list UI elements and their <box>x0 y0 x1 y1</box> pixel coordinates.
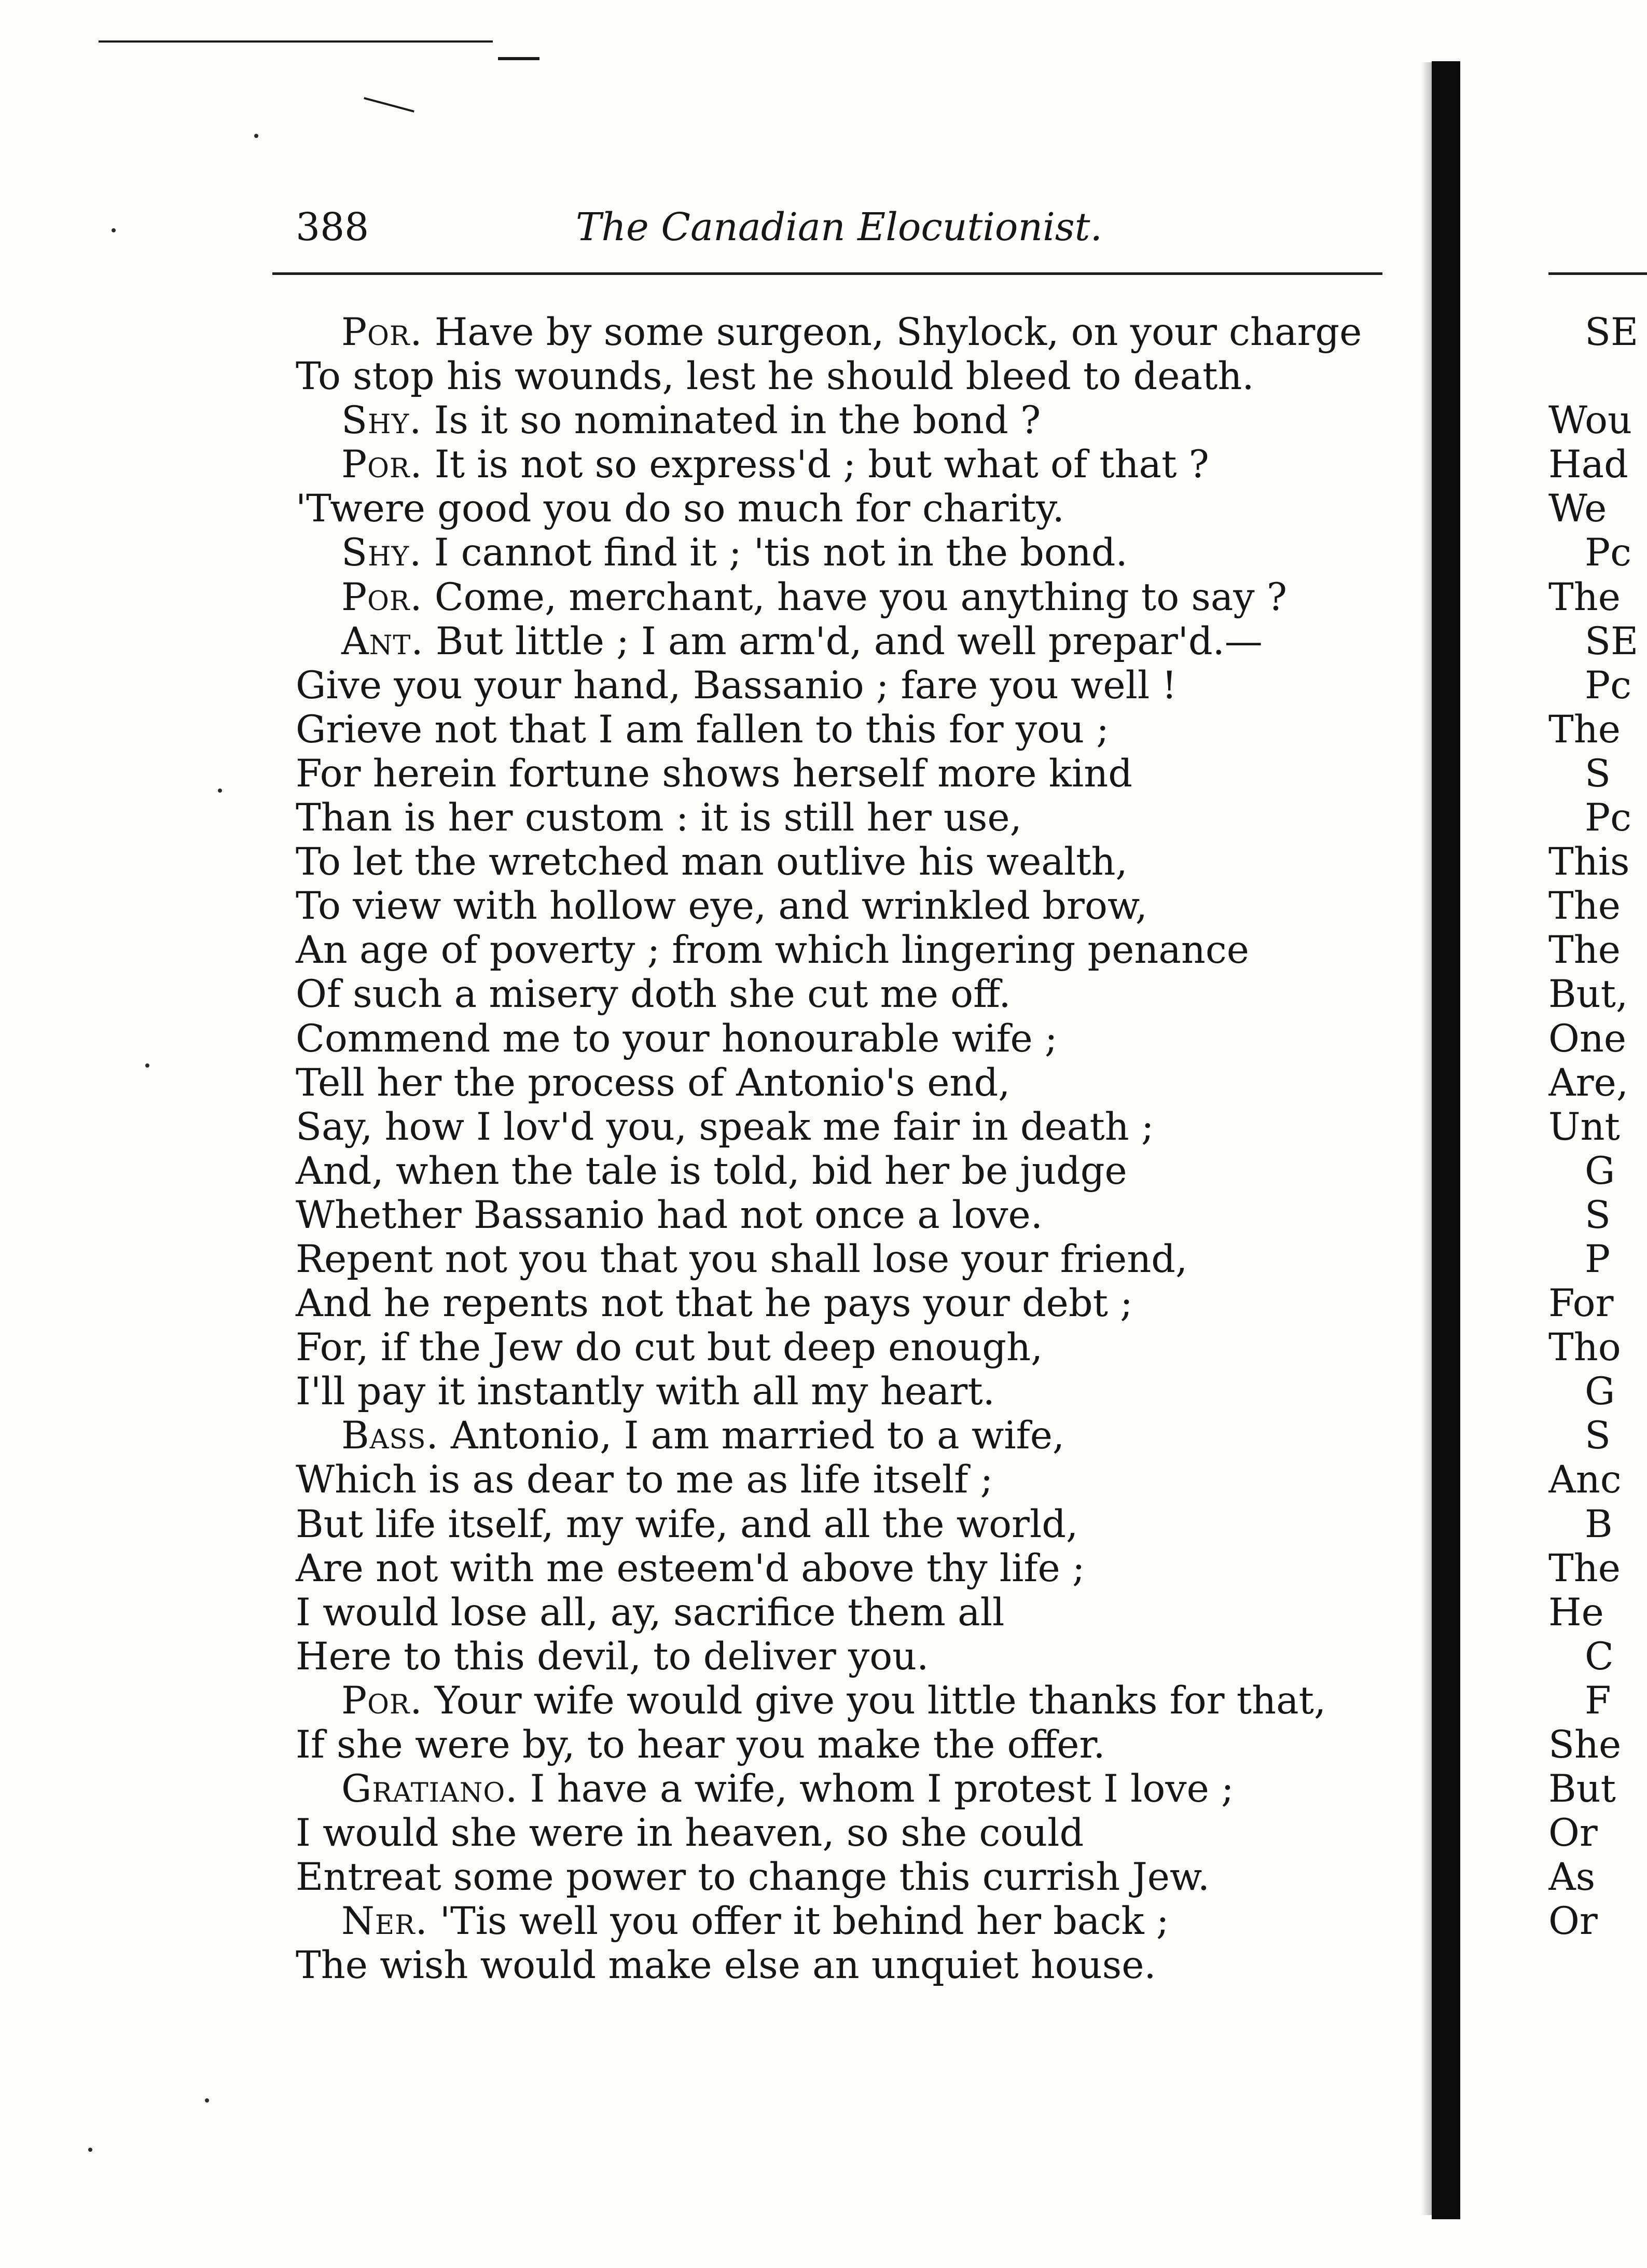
speck <box>254 134 258 138</box>
verse-line <box>296 619 1406 663</box>
right-page-fragment: P <box>1585 1237 1611 1281</box>
verse-line <box>296 708 1406 752</box>
verse-line <box>296 1370 1406 1414</box>
speck <box>205 2098 209 2103</box>
running-head <box>296 205 1385 257</box>
line-text: The wish would make else an unquiet house. <box>296 1943 1156 1988</box>
right-page-fragment: He <box>1548 1590 1604 1635</box>
line-text: An age of poverty ; from which lingering penance <box>296 928 1250 973</box>
verse-line <box>296 1502 1406 1546</box>
verse-line <box>296 1899 1406 1943</box>
line-text: I cannot find it ; 'tis not in the bond. <box>422 531 1128 575</box>
verse-body <box>296 310 1406 1988</box>
book-title: The Canadian Elocutionist. <box>576 205 1103 250</box>
right-page-fragment: The <box>1548 1546 1621 1591</box>
right-page-fragment: Pc <box>1585 531 1632 575</box>
line-text: It is not so express'd ; but what of that ? <box>422 442 1209 487</box>
speck <box>112 228 116 232</box>
right-page-fragment: For <box>1548 1281 1614 1326</box>
gutter-shadow <box>1421 62 1432 2215</box>
verse-line <box>296 310 1406 354</box>
right-page-fragment <box>1548 354 1647 398</box>
right-page-fragment: G <box>1585 1149 1615 1193</box>
speaker-name: Ant. <box>341 619 424 663</box>
line-text: Is it so nominated in the bond ? <box>422 398 1041 443</box>
line-text: Here to this devil, to deliver you. <box>296 1634 929 1679</box>
right-page-rule <box>1548 272 1647 275</box>
line-text: Antonio, I am married to a wife, <box>438 1414 1065 1458</box>
line-text: Come, merchant, have you anything to say ? <box>422 575 1287 619</box>
right-page-fragment: SE <box>1585 310 1639 354</box>
verse-line <box>296 1811 1406 1855</box>
verse-line <box>296 1767 1406 1811</box>
speaker-name: Por. <box>341 442 423 487</box>
line-text: Whether Bassanio had not once a love. <box>296 1193 1043 1237</box>
verse-line <box>296 1105 1406 1149</box>
right-page-fragment: The <box>1548 707 1621 752</box>
right-page-fragment: We <box>1548 487 1607 531</box>
line-text: Tell her the process of Antonio's end, <box>296 1060 1011 1105</box>
verse-line <box>296 398 1406 442</box>
verse-line <box>296 1458 1406 1502</box>
line-text: To view with hollow eye, and wrinkled brow, <box>296 884 1147 929</box>
verse-line <box>296 663 1406 708</box>
verse-line <box>296 1635 1406 1679</box>
right-page-fragment: Wou <box>1548 398 1632 443</box>
line-text: I would she were in heaven, so she could <box>296 1811 1084 1856</box>
right-page-fragment: Pc <box>1585 796 1632 840</box>
line-text: Entreat some power to change this currish Jew. <box>296 1855 1210 1900</box>
right-page-fragment: Anc <box>1548 1458 1622 1502</box>
line-text: But life itself, my wife, and all the world, <box>296 1502 1078 1546</box>
line-text: To stop his wounds, lest he should bleed to death. <box>296 354 1254 399</box>
line-text: I would lose all, ay, sacrifice them all <box>296 1590 1005 1635</box>
line-text: If she were by, to hear you make the offer. <box>296 1723 1105 1767</box>
right-page-fragment: F <box>1585 1678 1611 1723</box>
right-page-fragment: Unt <box>1548 1104 1620 1149</box>
header-rule <box>272 272 1382 275</box>
right-page-fragment: One <box>1548 1016 1627 1061</box>
line-text: Which is as dear to me as life itself ; <box>296 1458 993 1502</box>
verse-line <box>296 1855 1406 1899</box>
right-page-fragment: S <box>1585 1193 1611 1237</box>
speaker-name: Por. <box>341 310 423 354</box>
verse-line <box>296 442 1406 487</box>
verse-line <box>296 354 1406 398</box>
line-text: Give you your hand, Bassanio ; fare you well ! <box>296 663 1177 708</box>
speck <box>145 1063 149 1068</box>
line-text: Your wife would give you little thanks for that, <box>422 1678 1326 1723</box>
speaker-name: Por. <box>341 575 423 619</box>
verse-line <box>296 972 1406 1016</box>
verse-line <box>296 1325 1406 1370</box>
verse-line <box>296 1149 1406 1193</box>
right-page-fragment: This <box>1548 840 1630 884</box>
speck <box>88 2148 92 2152</box>
speaker-name: Shy. <box>341 531 422 575</box>
verse-line <box>296 1546 1406 1591</box>
line-text: 'Tis well you offer it behind her back ; <box>427 1899 1169 1944</box>
verse-line <box>296 1679 1406 1723</box>
line-text: To let the wretched man outlive his wealth, <box>296 840 1128 884</box>
speaker-name: Ner. <box>341 1899 428 1944</box>
speck <box>218 789 222 793</box>
right-page-fragment: The <box>1548 928 1621 973</box>
right-page-fragment: Or <box>1548 1899 1598 1944</box>
right-page-fragment: Pc <box>1585 663 1632 708</box>
right-page-fragment: She <box>1548 1723 1622 1767</box>
line-text: 'Twere good you do so much for charity. <box>296 487 1064 531</box>
verse-line <box>296 840 1406 884</box>
line-text: Grieve not that I am fallen to this for you ; <box>296 707 1109 752</box>
right-page-fragment: Had <box>1548 442 1628 487</box>
top-dash-mark <box>498 57 539 60</box>
top-dash-mark <box>99 40 493 43</box>
verse-line <box>296 752 1406 796</box>
line-text: For herein fortune shows herself more kind <box>296 751 1132 796</box>
right-page-fragment: Are, <box>1548 1060 1629 1105</box>
verse-line <box>296 575 1406 619</box>
verse-line <box>296 1061 1406 1105</box>
verse-line <box>296 884 1406 928</box>
right-page-fragment: G <box>1585 1370 1615 1414</box>
right-page-fragment: B <box>1585 1502 1613 1546</box>
verse-line <box>296 487 1406 531</box>
right-page-fragment: But <box>1548 1767 1616 1811</box>
line-text: Say, how I lov'd you, speak me fair in death ; <box>296 1104 1154 1149</box>
speaker-name: Gratiano. <box>341 1767 518 1811</box>
right-page-fragment: S <box>1585 1414 1611 1458</box>
speaker-name: Shy. <box>341 398 422 443</box>
line-text: Commend me to your honourable wife ; <box>296 1016 1058 1061</box>
verse-line <box>296 1723 1406 1767</box>
right-page-fragments <box>1548 310 1647 1943</box>
speaker-name: Bass. <box>341 1414 439 1458</box>
line-text: Have by some surgeon, Shylock, on your charge <box>422 310 1362 354</box>
verse-line <box>296 1017 1406 1061</box>
right-page-fragment: The <box>1548 575 1621 619</box>
line-text: Of such a misery doth she cut me off. <box>296 972 1011 1017</box>
right-page-fragment: The <box>1548 884 1621 929</box>
book-gutter <box>1432 61 1460 2219</box>
right-page-fragment: C <box>1585 1634 1614 1679</box>
line-text: I have a wife, whom I protest I love ; <box>518 1767 1234 1811</box>
verse-line <box>296 1237 1406 1281</box>
line-text: Are not with me esteem'd above thy life ; <box>296 1546 1085 1591</box>
right-page-fragment: S <box>1585 751 1611 796</box>
verse-line <box>296 1414 1406 1458</box>
line-text: I'll pay it instantly with all my heart. <box>296 1370 995 1414</box>
verse-line <box>296 1193 1406 1237</box>
verse-line <box>296 1591 1406 1635</box>
right-page-fragment: SE <box>1585 619 1639 663</box>
right-page-fragment: As <box>1548 1855 1596 1900</box>
line-text: Repent not you that you shall lose your friend, <box>296 1237 1188 1281</box>
right-page-fragment: Or <box>1548 1811 1598 1856</box>
verse-line <box>296 796 1406 840</box>
right-page-fragment: Tho <box>1548 1325 1621 1370</box>
line-text: Than is her custom : it is still her use, <box>296 796 1022 840</box>
line-text: And, when the tale is told, bid her be judge <box>296 1149 1127 1193</box>
page-number: 388 <box>296 205 369 250</box>
verse-line <box>296 1281 1406 1325</box>
verse-line <box>296 1943 1406 1987</box>
line-text: For, if the Jew do cut but deep enough, <box>296 1325 1043 1370</box>
line-text: And he repents not that he pays your debt ; <box>296 1281 1133 1326</box>
speaker-name: Por. <box>341 1678 423 1723</box>
line-text: But little ; I am arm'd, and well prepar'd.— <box>423 619 1263 663</box>
verse-line <box>296 531 1406 575</box>
right-page-fragment: But, <box>1548 972 1628 1017</box>
verse-line <box>296 928 1406 972</box>
